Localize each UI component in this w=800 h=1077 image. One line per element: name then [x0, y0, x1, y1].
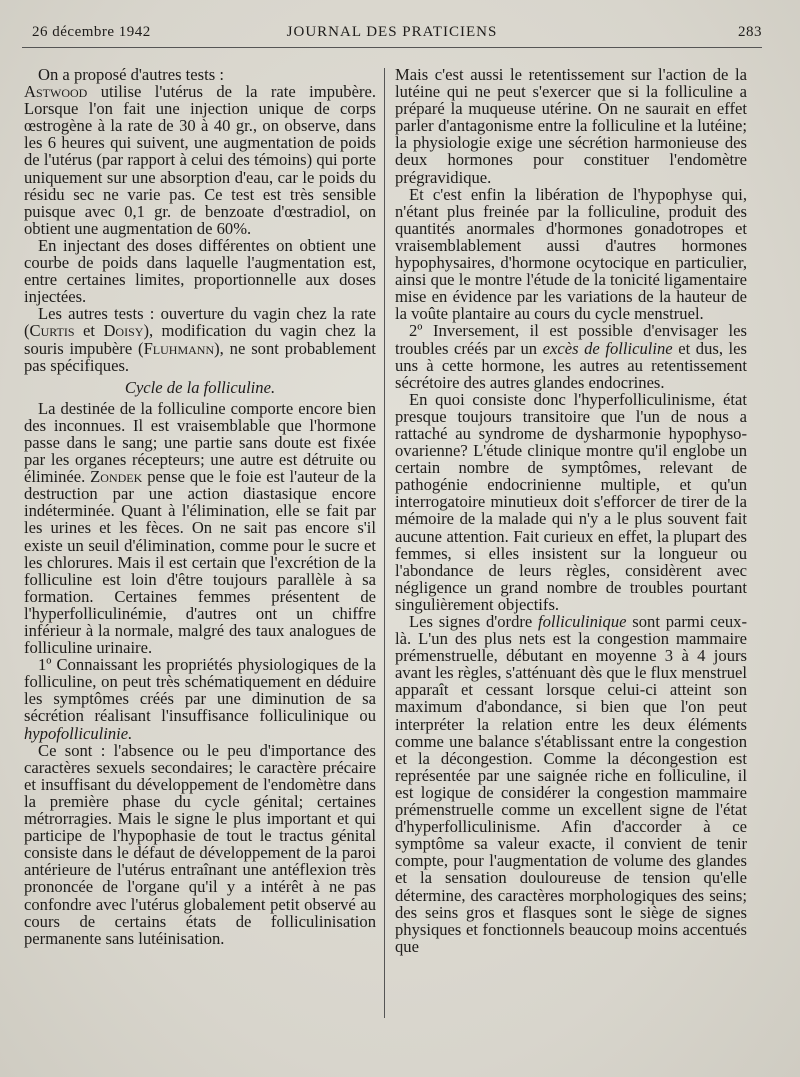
section-title: Cycle de la folliculine. [124, 377, 276, 397]
paragraph [24, 400, 376, 656]
author-name: Astwood [24, 82, 88, 102]
paragraph-text: Les signes d'ordre [409, 612, 539, 631]
header-date: 26 décembre 1942 [32, 24, 151, 40]
paragraph-text: ), modification du vagin chez la souris impubère ( [24, 321, 376, 358]
paragraph: Mais c'est aussi le retentissement sur l'action de la lutéine qui ne peut s'exercer que si la folliculine a préparé la muqueuse utérine. On ne saurait en effet parler d'antagonisme entre la folliculine et la lutéine; la physiologie exige une sécrétion harmonieuse des deux hormones pour constituer l'endomètre prégravidique. [395, 65, 747, 187]
paragraph: En quoi consiste donc l'hyperfolliculinisme, état presque toujours transitoire que l'un de nous a rattaché au syndrome de dysharmonie hypophyso-ovarienne? L'étude clinique montre qu'il englobe un certain nombre de symptômes, relevant de pathogénie endocrinienne multiple, et qu'un interrogatoire minutieux doit s'efforcer de tirer de la mémoire de la malade qui n'y a le plus souvent fait aucune attention. Fait curieux en effet, la plupart des femmes, si elles insistent sur la longueur ou l'abondance de leurs règles, considèrent avec négligence un grand nombre de troubles pourtant singulièrement objectifs. [395, 389, 747, 614]
paragraph [395, 613, 747, 955]
author-name: Doisy [103, 321, 144, 341]
paragraph-text: utilise l'utérus de la rate impubère. Lorsque l'on fait une injection unique de corps œstrogène à la rate de 30 à 40 gr., on observe, dans les 6 heures qui suivent, une augmentation de poids de l'utérus (par rapport à celui des témoins) qui porte uniquement sur une absorption d'eau, car le poids du résidu sec ne varie pas. Ce test est très sensible puisque avec 0,1 gr. de benzoate d'œstradiol, on obtient une augmentation de 60%. [24, 82, 376, 238]
header-page-number: 283 [738, 24, 762, 40]
paragraph-text: La destinée de la folliculine comporte encore bien des inconnues. Il est vraisemblable que l'hormone passe dans le sang; une partie sans doute est fixée par les organes récepteurs; une autre est détruite ou éliminée. [24, 398, 376, 487]
running-header [22, 24, 762, 48]
paragraph [24, 83, 376, 237]
paragraph-text: ), ne sont probablement pas spécifiques. [24, 338, 376, 375]
paragraph: Et c'est enfin la libération de l'hypophyse qui, n'étant plus freinée par la folliculine, produit des quantités anormales d'hormones gonadotropes et vraisemblablement aussi d'autres hormones hypophysaires, d'hormone ocytocique en particulier, ainsi que le montre l'étude de la tonicité ligamentaire mise en évidence par les variations de la hauteur de la voûte plantaire au cours du cycle menstruel. [395, 184, 747, 324]
author-name: Fluhmann [143, 338, 215, 358]
paragraph-text: pense que le foie est l'auteur de la destruction par une action diastasique encore indéterminée. Quant à l'élimination, elle se fait par les urines et les fèces. On ne sait pas encore s'il existe un seuil d'élimination, comme pour le sucre et les chlorures. Mais il est certain que l'excrétion de la folliculine est loin d'être toujours parallèle à sa formation. Certaines femmes présentent de l'hyperfolliculinémie, d'autres ont un chiffre inférieur à la normale, malgré des taux analogues de folliculine urinaire. [24, 467, 376, 658]
emphasis: excès de folliculine [542, 338, 673, 358]
paragraph [395, 322, 747, 390]
header-journal-title: JOURNAL DES PRATICIENS [286, 24, 498, 40]
header-rule [22, 47, 762, 48]
emphasis: hypofolliculinie. [24, 723, 133, 743]
emphasis: folliculinique [538, 612, 627, 631]
paragraph-text: 1º Connaissant les propriétés physiologiques de la folliculine, on peut très schématiquement en déduire les symptômes créés par une diminution de sa sécrétion réalisant l'insuffisance folliculinique ou [24, 655, 376, 726]
paragraph-text: et dus, les uns à cette hormone, les autres au retentissement sécrétoire des autres glandes endocrines. [395, 338, 747, 392]
paragraph-text: Les autres tests : ouverture du vagin chez la rate ( [24, 304, 376, 341]
author-name: Curtis [29, 321, 75, 341]
left-column [24, 66, 376, 947]
paragraph-text: et [74, 321, 104, 341]
paragraph [24, 656, 376, 741]
column-divider [384, 68, 385, 1018]
paragraph [24, 305, 376, 373]
paragraph: On a proposé d'autres tests : [38, 65, 224, 84]
right-column [395, 66, 747, 955]
paragraph-text: sont parmi ceux-là. L'un des plus nets est la congestion mammaire prémenstruelle, débutant en moyenne 3 à 4 jours avant les règles, s'atténuant dès que le flux menstruel apparaît et cessant lorsque celui-ci atteint son maximum d'abondance, si bien que l'on peut interpréter la relation entre les deux éléments comme une balance s'établissant entre la congestion et la décongestion. Comme la décongestion est représentée par une saignée riche en folliculine, il est logique de considérer la congestion mammaire prémenstruelle comme un excellent signe de l'état d'hyperfolliculinisme. Afin d'accorder à ce symptôme sa valeur exacte, il convient de tenir compte, pour l'augmentation de volume des glandes et la sensation douloureuse de tension qu'elle détermine, des caractères morphologiques des seins; des seins gros et flasques sont le siège de signes physiques et fonctionnels beaucoup moins accentués que [395, 612, 747, 956]
paragraph-text: 2º Inversement, il est possible d'envisager les troubles créés par un [395, 321, 747, 358]
paragraph: Ce sont : l'absence ou le peu d'importance des caractères sexuels secondaires; le caractère précaire et insuffisant du développement de l'endomètre dans la première phase du cycle génital; certaines métrorragies. Mais le signe le plus important et qui participe de l'hypophasie de tout le tractus génital consiste dans le défaut de développement de la paroi antérieure de l'utérus entraînant une antéflexion très prononcée de l'organe qu'il y a intérêt à ne pas confondre avec l'utérus globalement petit observé au cours de certains états de folliculinisation permanente sans lutéinisation. [24, 740, 376, 948]
paragraph: En injectant des doses différentes on obtient une courbe de poids dans laquelle l'augmentation est, entre certaines limites, proportionnelle aux doses injectées. [24, 235, 376, 307]
author-name: Zondek [90, 467, 143, 487]
